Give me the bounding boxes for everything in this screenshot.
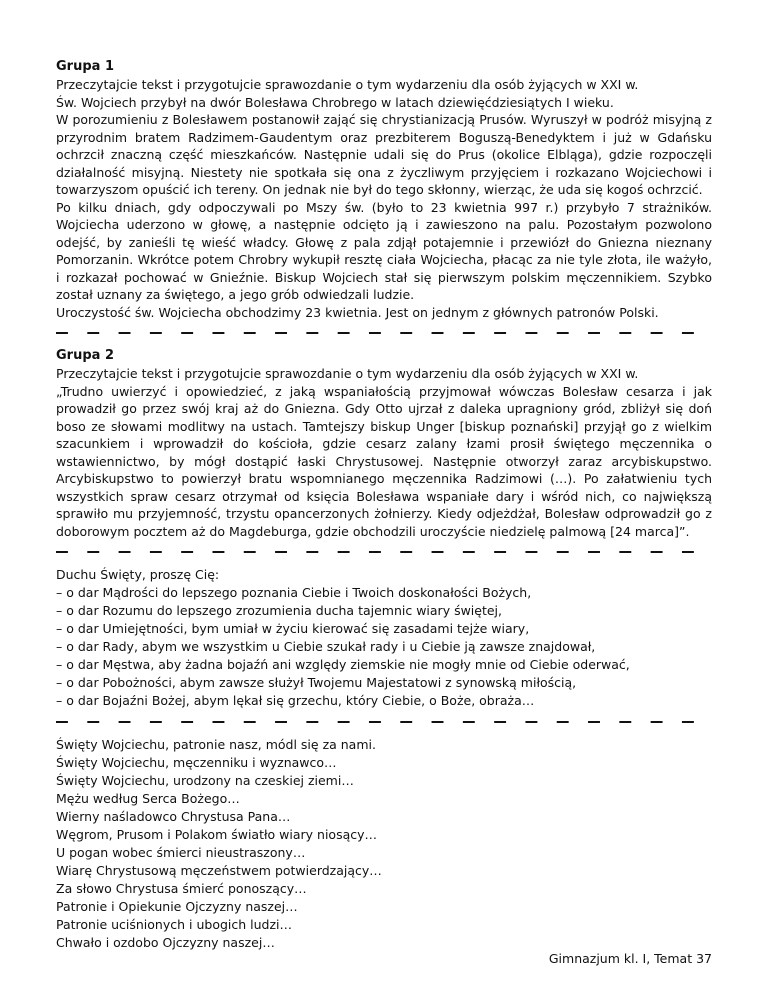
group-2-heading: Grupa 2: [56, 348, 114, 363]
dashed-cut-line: [56, 551, 712, 553]
litany-line: Patronie uciśnionych i ubogich ludzi…: [56, 917, 293, 932]
litany-section: [56, 736, 712, 952]
litany-line: Święty Wojciechu, urodzony na czeskiej ziemi…: [56, 773, 354, 788]
group-2-instruction: Przeczytajcie tekst i przygotujcie sprawozdanie o tym wydarzeniu dla osób żyjących w XXI w.: [56, 366, 639, 381]
prayer-line: – o dar Umiejętności, bym umiał w życiu kierować się zasadami tejże wiary,: [56, 621, 530, 636]
dashed-cut-line: [56, 332, 712, 334]
litany-line: Mężu według Serca Bożego…: [56, 791, 240, 806]
group-1-paragraph: Św. Wojciech przybył na dwór Bolesława Chrobrego w latach dziewięćdziesiątych I wieku.: [56, 94, 614, 110]
group-1-instruction: Przeczytajcie tekst i przygotujcie sprawozdanie o tym wydarzeniu dla osób żyjących w XXI w.: [56, 77, 639, 92]
prayer-line: – o dar Pobożności, abym zawsze służył Twojemu Majestatowi z synowską miłością,: [56, 675, 577, 690]
group-1-paragraph: Uroczystość św. Wojciecha obchodzimy 23 kwietnia. Jest on jednym z głównych patronów Polski.: [56, 304, 659, 320]
prayer-line: – o dar Bojaźni Bożej, abym lękał się grzechu, który Ciebie, o Boże, obraża…: [56, 693, 535, 708]
group-1-paragraph: W porozumieniu z Bolesławem postanowił zająć się chrystianizacją Prusów. Wyruszył w podróż misyjną z przyrodnim bratem Radzimem-Gaudentym oraz prezbiterem Boguszą-Benedyktem i już w Gdańsku ochrzcił znaczną część mieszkańców. Następnie udali się do Prus (okolice Elbląga), gdzie rozpoczęli działalność misyjną. Niestety nie spotkała się ona z życzliwym przyjęciem i rozkazano Wojciechowi i towarzyszom opuścić ich tereny. On jednak nie był do tego skłonny, wierząc, że uda się kogoś ochrzcić.: [56, 112, 712, 197]
litany-line: Za słowo Chrystusa śmierć ponoszący…: [56, 881, 307, 896]
litany-line: Wiarę Chrystusową męczeństwem potwierdzający…: [56, 863, 382, 878]
prayer-line: – o dar Rady, abym we wszystkim u Ciebie szukał rady i u Ciebie ją zawsze znajdował,: [56, 639, 596, 654]
litany-line: U pogan wobec śmierci nieustraszony…: [56, 845, 306, 860]
group-2-section: [56, 347, 712, 540]
worksheet-page: [56, 58, 712, 952]
litany-line: Patronie i Opiekunie Ojczyzny naszej…: [56, 899, 298, 914]
page-footer: Gimnazjum kl. I, Temat 37: [548, 951, 712, 966]
litany-line: Święty Wojciechu, męczenniku i wyznawco…: [56, 755, 337, 770]
group-1-section: [56, 58, 712, 321]
prayer-section: [56, 566, 712, 710]
group-1-paragraph: Po kilku dniach, gdy odpoczywali po Mszy św. (było to 23 kwietnia 997 r.) przybyło 7 strażników. Wojciecha uderzono w głowę, a następnie odcięto ją i zawieszono na palu. Pozostałym pozwolono odejść, by zanieśli tę wieść władcy. Głowę z pala zdjął potajemnie i przewiózł do Gniezna nieznany Pomorzanin. Wkrótce potem Chrobry wykupił resztę ciała Wojciecha, płacąc za nie tyle złota, ile ważyło, i rozkazał pochować w Gnieźnie. Biskup Wojciech stał się pierwszym polskim męczennikiem. Szybko został uznany za świętego, a jego grób odwiedzali ludzie.: [56, 199, 712, 302]
prayer-line: – o dar Rozumu do lepszego zrozumienia ducha tajemnic wiary świętej,: [56, 603, 503, 618]
prayer-line: – o dar Męstwa, aby żadna bojaźń ani względy ziemskie nie mogły mnie od Ciebie oderwać,: [56, 657, 630, 672]
litany-line: Chwało i ozdobo Ojczyzny naszej…: [56, 935, 275, 950]
prayer-line: – o dar Mądrości do lepszego poznania Ciebie i Twoich doskonałości Bożych,: [56, 585, 532, 600]
group-2-quote: „Trudno uwierzyć i opowiedzieć, z jaką wspaniałością przyjmował wówczas Bolesław cesarza i jak prowadził go przez swój kraj aż do Gniezna. Gdy Otto ujrzał z daleka upragniony gród, zbliżył się doń boso ze słowami modlitwy na ustach. Tamtejszy biskup Unger [biskup poznański] przyjął go z wielkim szacunkiem i wprowadził do kościoła, gdzie cesarz zalany łzami prosił świętego męczennika o wstawiennictwo, by mógł dostąpić łaski Chrystusowej. Następnie otworzył zaraz arcybiskupstwo. Arcybiskupstwo to powierzył bratu wspomnianego męczennika Radzimowi (…). Po załatwieniu tych wszystkich spraw cesarz otrzymał od księcia Bolesława wspaniałe dary i wśród nich, co największą sprawiło mu przyjemność, trzystu opancerzonych żołnierzy. Kiedy odjeżdżał, Bolesław odprowadził go z doborowym pocztem aż do Magdeburga, gdzie obchodzili uroczyście niedzielę palmową [24 marca]”.: [56, 383, 712, 539]
litany-line: Węgrom, Prusom i Polakom światło wiary niosący…: [56, 827, 378, 842]
group-1-heading: Grupa 1: [56, 59, 114, 74]
litany-line: Wierny naśladowco Chrystusa Pana…: [56, 809, 291, 824]
dashed-cut-line: [56, 721, 712, 723]
litany-line: Święty Wojciechu, patronie nasz, módl się za nami.: [56, 737, 376, 752]
prayer-line: Duchu Święty, proszę Cię:: [56, 567, 220, 582]
